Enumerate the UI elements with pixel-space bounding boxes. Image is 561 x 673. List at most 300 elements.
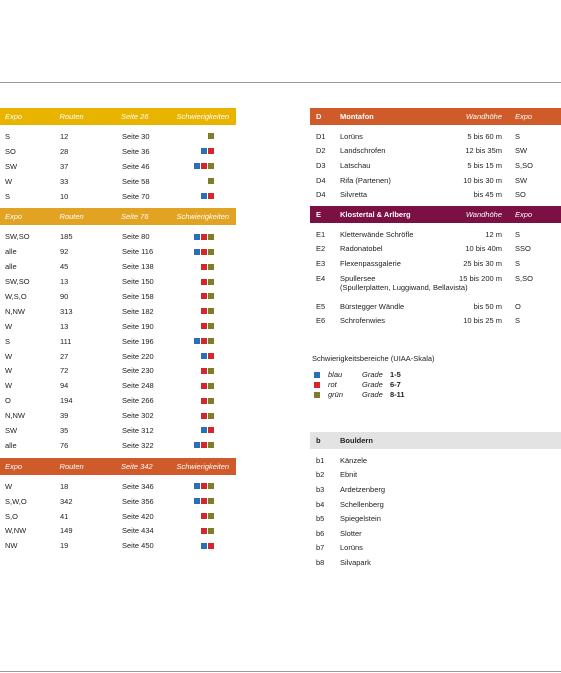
expo-cell: S bbox=[5, 191, 11, 201]
difficulty-square-g bbox=[208, 249, 214, 255]
list-item bbox=[310, 299, 561, 314]
expo-cell: N,NW bbox=[5, 411, 25, 421]
item-name-sub: (Spullerplatten, Luggiwand, Bellavista) bbox=[340, 282, 468, 292]
expo-cell: SO bbox=[5, 146, 16, 156]
table-row bbox=[0, 393, 236, 408]
table-row bbox=[0, 244, 236, 259]
difficulty-square-b bbox=[201, 543, 207, 549]
item-name: Känzele bbox=[340, 455, 368, 465]
difficulty-square-r bbox=[201, 249, 207, 255]
difficulty-square-b bbox=[194, 249, 200, 255]
column-header-routen: Routen bbox=[59, 112, 84, 121]
column-header-wandhoehe: Wandhöhe bbox=[465, 209, 502, 219]
expo-cell: alle bbox=[5, 440, 17, 450]
item-code: b1 bbox=[316, 455, 325, 465]
routen-cell: 27 bbox=[60, 351, 69, 361]
routen-cell: 13 bbox=[60, 321, 69, 331]
item-code: E3 bbox=[316, 258, 326, 268]
table-row bbox=[0, 438, 236, 453]
item-expo: S bbox=[515, 131, 521, 141]
difficulty-square-b bbox=[201, 427, 207, 433]
difficulty-square-b bbox=[194, 498, 200, 504]
routen-cell: 94 bbox=[60, 381, 69, 391]
list-item bbox=[310, 256, 561, 271]
routen-cell: 111 bbox=[60, 336, 72, 346]
difficulty-square-r bbox=[201, 483, 207, 489]
difficulty-square-r bbox=[208, 353, 214, 359]
item-height: 5 bis 60 m bbox=[467, 131, 502, 141]
seite-cell: Seite 346 bbox=[122, 481, 154, 491]
difficulty-square-g bbox=[208, 398, 214, 404]
item-name bbox=[340, 316, 445, 325]
difficulty-square-g bbox=[208, 498, 214, 504]
column-header-routen: Routen bbox=[59, 212, 84, 222]
item-expo: SW bbox=[515, 146, 528, 156]
bouldern-list bbox=[310, 453, 561, 570]
difficulty-square-g bbox=[208, 163, 214, 169]
difficulty-square-r bbox=[201, 383, 207, 389]
routen-cell: 37 bbox=[60, 161, 69, 171]
table-row bbox=[0, 349, 236, 364]
seite-cell: Seite 138 bbox=[122, 262, 154, 272]
difficulty-marks bbox=[178, 193, 236, 199]
legend-item bbox=[310, 370, 561, 380]
difficulty-square-b bbox=[194, 163, 200, 169]
table-row bbox=[0, 319, 236, 334]
item-name: Lorüns bbox=[340, 543, 363, 553]
table-row bbox=[0, 274, 236, 289]
table-row bbox=[0, 378, 236, 393]
legend-grade-label: Grade bbox=[362, 370, 383, 380]
list-item bbox=[310, 173, 561, 188]
difficulty-square-g bbox=[208, 513, 214, 519]
item-name bbox=[340, 244, 445, 253]
difficulty-square-g bbox=[208, 338, 214, 344]
item-code: b7 bbox=[316, 543, 325, 553]
difficulty-square-g bbox=[208, 308, 214, 314]
list-item bbox=[310, 227, 561, 242]
difficulty-marks bbox=[178, 543, 236, 549]
difficulty-marks bbox=[178, 353, 236, 359]
routen-cell: 76 bbox=[60, 440, 69, 450]
difficulty-square-b bbox=[194, 442, 200, 448]
seite-cell: Seite 158 bbox=[122, 291, 154, 301]
expo-cell: SW,SO bbox=[5, 277, 30, 287]
difficulty-marks bbox=[178, 513, 236, 519]
section-header-e bbox=[310, 206, 561, 223]
item-name-line: Latschau bbox=[340, 160, 371, 170]
item-expo: S,SO bbox=[515, 160, 533, 170]
klostertal-list bbox=[310, 227, 561, 328]
routen-cell: 45 bbox=[60, 262, 69, 272]
difficulty-square-r bbox=[201, 234, 207, 240]
item-code: E4 bbox=[316, 273, 326, 283]
table-row bbox=[0, 363, 236, 378]
legend-name: blau bbox=[328, 370, 343, 380]
routen-cell: 18 bbox=[60, 481, 69, 491]
difficulty-marks bbox=[178, 234, 236, 240]
difficulty-marks bbox=[178, 249, 236, 255]
seite-cell: Seite 266 bbox=[122, 396, 154, 406]
table-row bbox=[0, 408, 236, 423]
item-name bbox=[340, 146, 445, 155]
seite-cell: Seite 80 bbox=[122, 232, 150, 242]
item-name-line: Lorüns bbox=[340, 131, 363, 141]
item-code: D3 bbox=[316, 160, 326, 170]
list-item bbox=[310, 482, 561, 497]
seite-cell: Seite 420 bbox=[122, 511, 154, 521]
difficulty-square-r bbox=[201, 498, 207, 504]
item-code: D4 bbox=[316, 190, 326, 200]
bottom-rule bbox=[0, 671, 561, 672]
expo-cell: alle bbox=[5, 247, 17, 257]
seite-cell: Seite 312 bbox=[122, 425, 154, 435]
list-item bbox=[310, 271, 561, 299]
item-height: 25 bis 30 m bbox=[463, 258, 502, 268]
expo-cell: N,NW bbox=[5, 306, 25, 316]
item-code: E1 bbox=[316, 229, 326, 239]
difficulty-square-r bbox=[201, 442, 207, 448]
item-name-line: Radonatobel bbox=[340, 244, 383, 254]
item-expo: S,SO bbox=[515, 273, 533, 283]
difficulty-square-g bbox=[208, 178, 214, 184]
expo-cell: SW bbox=[5, 161, 18, 171]
list-item bbox=[310, 453, 561, 468]
item-height: 10 bis 40m bbox=[465, 244, 502, 254]
difficulty-marks bbox=[178, 133, 236, 139]
item-code: b8 bbox=[316, 557, 325, 567]
routen-cell: 12 bbox=[60, 131, 69, 141]
routen-cell: 185 bbox=[60, 232, 73, 242]
section-code: D bbox=[316, 112, 322, 121]
table-row bbox=[0, 423, 236, 438]
legend-item bbox=[310, 380, 561, 390]
difficulty-square-g bbox=[208, 528, 214, 534]
item-expo: O bbox=[515, 301, 521, 311]
table-row bbox=[0, 289, 236, 304]
difficulty-square-r bbox=[201, 338, 207, 344]
difficulty-square-b bbox=[194, 234, 200, 240]
seite-cell: Seite 230 bbox=[122, 366, 154, 376]
seite-cell: Seite 302 bbox=[122, 411, 154, 421]
table-row bbox=[0, 189, 236, 204]
item-name bbox=[340, 132, 445, 141]
seite-cell: Seite 356 bbox=[122, 496, 154, 506]
difficulty-square-g bbox=[208, 483, 214, 489]
seite-cell: Seite 220 bbox=[122, 351, 154, 361]
expo-cell: SW,SO bbox=[5, 232, 30, 242]
item-expo: S bbox=[515, 258, 521, 268]
difficulty-square-r bbox=[201, 413, 207, 419]
difficulty-square-g bbox=[208, 279, 214, 285]
seite-cell: Seite 36 bbox=[122, 146, 150, 156]
item-name-line: Flexenpassgalerie bbox=[340, 258, 401, 268]
difficulty-marks bbox=[178, 498, 236, 504]
section-header-bouldern bbox=[310, 432, 561, 449]
legend-name: grün bbox=[328, 390, 344, 400]
table-row bbox=[0, 494, 236, 509]
expo-cell: W bbox=[5, 366, 13, 376]
item-name-line: Kletterwände Schröfle bbox=[340, 229, 414, 239]
item-code: b3 bbox=[316, 484, 325, 494]
table-row bbox=[0, 334, 236, 349]
table-row bbox=[0, 523, 236, 538]
item-expo: SO bbox=[515, 190, 526, 200]
difficulty-marks bbox=[178, 163, 236, 169]
difficulty-square-g bbox=[208, 383, 214, 389]
item-code: b5 bbox=[316, 514, 325, 524]
legend-grade-value: 6-7 bbox=[390, 380, 401, 390]
list-item bbox=[310, 541, 561, 556]
seite-cell: Seite 46 bbox=[122, 161, 150, 171]
item-name bbox=[340, 273, 468, 292]
difficulty-square-g bbox=[208, 133, 214, 139]
column-header-expo: Expo bbox=[515, 209, 533, 219]
difficulty-square-b bbox=[201, 193, 207, 199]
table-row bbox=[0, 174, 236, 189]
routen-cell: 39 bbox=[60, 411, 69, 421]
list-item bbox=[310, 526, 561, 541]
expo-cell: S bbox=[5, 131, 11, 141]
item-name: Silvapark bbox=[340, 557, 371, 567]
item-height: bis 50 m bbox=[473, 301, 502, 311]
left-table bbox=[0, 108, 236, 558]
list-item bbox=[310, 468, 561, 483]
item-name-line: Silvretta bbox=[340, 190, 368, 200]
section-code: E bbox=[316, 209, 322, 219]
table-row bbox=[0, 229, 236, 244]
difficulty-square-b bbox=[201, 353, 207, 359]
difficulty-square-r bbox=[201, 323, 207, 329]
seite-cell: Seite 58 bbox=[122, 176, 150, 186]
routen-cell: 13 bbox=[60, 277, 69, 287]
list-item bbox=[310, 187, 561, 202]
list-item bbox=[310, 497, 561, 512]
column-header-routen: Routen bbox=[59, 461, 84, 471]
seite-cell: Seite 196 bbox=[122, 336, 154, 346]
item-height: 10 bis 25 m bbox=[463, 316, 502, 326]
item-name bbox=[340, 259, 445, 268]
routen-cell: 35 bbox=[60, 425, 69, 435]
item-name bbox=[340, 161, 445, 170]
table-row bbox=[0, 144, 236, 159]
difficulty-square-r bbox=[201, 308, 207, 314]
item-code: b6 bbox=[316, 528, 325, 538]
item-name: Slotter bbox=[340, 528, 362, 538]
item-code: E5 bbox=[316, 301, 326, 311]
difficulty-marks bbox=[178, 528, 236, 534]
item-expo: SW bbox=[515, 175, 528, 185]
item-name bbox=[340, 302, 445, 311]
expo-cell: W bbox=[5, 481, 13, 491]
item-name bbox=[340, 176, 445, 185]
expo-cell: S bbox=[5, 336, 11, 346]
difficulty-square-r bbox=[201, 279, 207, 285]
item-name: Schellenberg bbox=[340, 499, 384, 509]
item-height: 5 bis 15 m bbox=[467, 160, 502, 170]
item-height: 12 bis 35m bbox=[465, 146, 502, 156]
routen-cell: 28 bbox=[60, 146, 69, 156]
section-title: Klostertal & Arlberg bbox=[340, 209, 411, 219]
column-header-expo: Expo bbox=[5, 212, 23, 222]
expo-cell: SW bbox=[5, 425, 18, 435]
difficulty-marks bbox=[178, 148, 236, 154]
expo-cell: O bbox=[5, 396, 11, 406]
expo-cell: W bbox=[5, 321, 13, 331]
seite-cell: Seite 116 bbox=[122, 247, 154, 257]
table-row bbox=[0, 479, 236, 494]
difficulty-marks bbox=[178, 413, 236, 419]
legend-swatch-g bbox=[314, 392, 320, 398]
column-header-seite: Seite 26 bbox=[121, 112, 149, 121]
list-item bbox=[310, 511, 561, 526]
expo-cell: alle bbox=[5, 262, 17, 272]
section-title: Montafon bbox=[340, 112, 374, 121]
item-code: b2 bbox=[316, 470, 325, 480]
difficulty-square-r bbox=[208, 193, 214, 199]
routen-cell: 33 bbox=[60, 176, 69, 186]
expo-cell: S,W,O bbox=[5, 496, 27, 506]
item-height: 10 bis 30 m bbox=[463, 175, 502, 185]
difficulty-legend bbox=[310, 354, 561, 400]
difficulty-square-g bbox=[208, 234, 214, 240]
difficulty-marks bbox=[178, 398, 236, 404]
item-name-line: Schrofenwies bbox=[340, 316, 386, 326]
list-item bbox=[310, 313, 561, 328]
item-code: D4 bbox=[316, 175, 326, 185]
table-row bbox=[0, 304, 236, 319]
section-code: b bbox=[316, 435, 321, 445]
expo-cell: W bbox=[5, 176, 13, 186]
column-header-schwierigkeiten: Schwierigkeiten bbox=[176, 112, 230, 121]
section-title: Bouldern bbox=[340, 435, 373, 445]
item-expo: S bbox=[515, 316, 521, 326]
item-name bbox=[340, 190, 445, 199]
difficulty-marks bbox=[178, 178, 236, 184]
difficulty-square-g bbox=[208, 323, 214, 329]
table-row bbox=[0, 159, 236, 174]
list-item bbox=[310, 129, 561, 144]
difficulty-marks bbox=[178, 293, 236, 299]
routen-cell: 342 bbox=[60, 496, 73, 506]
item-name: Ebnit bbox=[340, 470, 358, 480]
difficulty-marks bbox=[178, 323, 236, 329]
routen-cell: 72 bbox=[60, 366, 69, 376]
seite-cell: Seite 150 bbox=[122, 277, 154, 287]
item-code: b4 bbox=[316, 499, 325, 509]
item-code: D2 bbox=[316, 146, 326, 156]
difficulty-marks bbox=[178, 368, 236, 374]
difficulty-square-r bbox=[201, 368, 207, 374]
item-height: 15 bis 200 m bbox=[459, 273, 502, 283]
legend-swatch-b bbox=[314, 372, 320, 378]
seite-cell: Seite 248 bbox=[122, 381, 154, 391]
legend-title: Schwierigkeitsbereiche (UIAA-Skala) bbox=[312, 353, 435, 363]
difficulty-marks bbox=[178, 264, 236, 270]
difficulty-square-r bbox=[208, 427, 214, 433]
item-code: E2 bbox=[316, 244, 326, 254]
column-header-seite: Seite 76 bbox=[121, 212, 149, 222]
routen-cell: 92 bbox=[60, 247, 69, 257]
expo-cell: S,O bbox=[5, 511, 18, 521]
item-name-line: Spullersee bbox=[340, 273, 376, 283]
montafon-list bbox=[310, 129, 561, 202]
difficulty-square-r bbox=[201, 513, 207, 519]
difficulty-marks bbox=[178, 427, 236, 433]
difficulty-square-r bbox=[208, 543, 214, 549]
list-item bbox=[310, 144, 561, 159]
section-header-d bbox=[310, 108, 561, 125]
difficulty-square-g bbox=[208, 442, 214, 448]
section-header bbox=[0, 208, 236, 225]
routen-cell: 149 bbox=[60, 526, 73, 536]
expo-cell: W bbox=[5, 381, 13, 391]
difficulty-square-g bbox=[208, 264, 214, 270]
difficulty-marks bbox=[178, 308, 236, 314]
table-row bbox=[0, 538, 236, 553]
legend-item bbox=[310, 390, 561, 400]
column-header-expo: Expo bbox=[5, 112, 23, 121]
item-expo: SSO bbox=[515, 244, 531, 254]
legend-grade-value: 8-11 bbox=[390, 390, 405, 400]
difficulty-square-r bbox=[201, 398, 207, 404]
difficulty-marks bbox=[178, 279, 236, 285]
item-name-line: Rifa (Partenen) bbox=[340, 175, 391, 185]
section-header bbox=[0, 458, 236, 475]
expo-cell: W,NW bbox=[5, 526, 27, 536]
item-name: Spiegelstein bbox=[340, 514, 381, 524]
table-row bbox=[0, 509, 236, 524]
list-item bbox=[310, 555, 561, 570]
section-header bbox=[0, 108, 236, 125]
column-header-schwierigkeiten: Schwierigkeiten bbox=[176, 461, 230, 471]
expo-cell: W bbox=[5, 351, 13, 361]
routen-cell: 10 bbox=[60, 191, 69, 201]
list-item bbox=[310, 158, 561, 173]
difficulty-square-b bbox=[201, 148, 207, 154]
difficulty-marks bbox=[178, 442, 236, 448]
seite-cell: Seite 322 bbox=[122, 440, 154, 450]
routen-cell: 19 bbox=[60, 541, 69, 551]
column-header-expo: Expo bbox=[515, 112, 533, 121]
routen-cell: 313 bbox=[60, 306, 73, 316]
seite-cell: Seite 450 bbox=[122, 541, 154, 551]
seite-cell: Seite 434 bbox=[122, 526, 154, 536]
difficulty-square-g bbox=[208, 293, 214, 299]
item-name: Ardetzenberg bbox=[340, 484, 386, 494]
routen-cell: 90 bbox=[60, 291, 69, 301]
item-name-line: Landschrofen bbox=[340, 146, 386, 156]
top-rule bbox=[0, 82, 561, 83]
difficulty-marks bbox=[178, 483, 236, 489]
difficulty-square-g bbox=[208, 413, 214, 419]
item-name-line: Bürstegger Wändle bbox=[340, 301, 405, 311]
expo-cell: NW bbox=[5, 541, 18, 551]
legend-grade-value: 1-5 bbox=[390, 370, 401, 380]
column-header-schwierigkeiten: Schwierigkeiten bbox=[176, 212, 230, 222]
seite-cell: Seite 70 bbox=[122, 191, 150, 201]
routen-cell: 41 bbox=[60, 511, 69, 521]
seite-cell: Seite 182 bbox=[122, 306, 154, 316]
difficulty-marks bbox=[178, 383, 236, 389]
item-expo: S bbox=[515, 229, 521, 239]
legend-name: rot bbox=[328, 380, 337, 390]
table-row bbox=[0, 129, 236, 144]
item-name bbox=[340, 230, 445, 239]
routen-cell: 194 bbox=[60, 396, 73, 406]
table-row bbox=[0, 259, 236, 274]
seite-cell: Seite 190 bbox=[122, 321, 154, 331]
